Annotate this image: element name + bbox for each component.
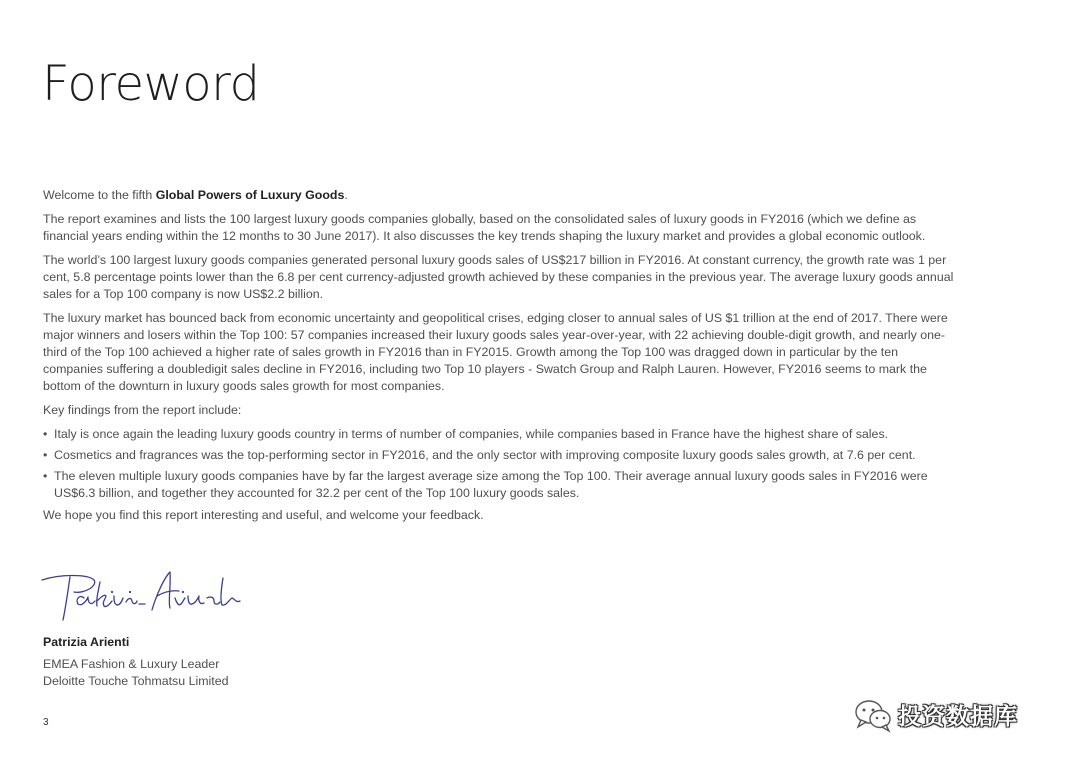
closing-paragraph: We hope you find this report interesting and useful, and welcome your feedback. xyxy=(43,508,484,522)
bullet-icon: • xyxy=(43,448,48,462)
list-item xyxy=(43,426,958,443)
paragraph-sales-summary: The world’s 100 largest luxury goods companies generated personal luxury goods sales of US$217 billion in FY2016. At constant currency, the growth rate was 1 per cent, 5.8 percentage points lower than the 6.8 per cent currency-adjusted growth achieved by these companies in the previous year. The average luxury goods annual sales for a Top 100 company is now US$2.2 billion. xyxy=(43,253,954,301)
signatory-role: EMEA Fashion & Luxury Leader xyxy=(43,657,220,671)
bullet-icon: • xyxy=(43,427,48,441)
page-number: 3 xyxy=(43,717,49,728)
page-title: Foreword xyxy=(42,56,260,112)
list-item xyxy=(43,447,958,464)
bullet-text: Italy is once again the leading luxury goods country in terms of number of companies, while companies based in France have the highest share of sales. xyxy=(54,427,889,441)
signatory-company: Deloitte Touche Tohmatsu Limited xyxy=(43,674,229,688)
handwritten-signature xyxy=(40,568,245,628)
bullet-text: Cosmetics and fragrances was the top-performing sector in FY2016, and the only sector with improving composite luxury goods sales growth, at 7.6 per cent. xyxy=(54,448,916,462)
paragraph-report-scope: The report examines and lists the 100 largest luxury goods companies globally, based on the consolidated sales of luxury goods in FY2016 (which we define as financial years ending within the 12 months to 30 June 2017). It also discusses the key trends shaping the luxury market and provides a global economic outlook. xyxy=(43,212,926,243)
key-findings-list xyxy=(43,426,958,502)
watermark-text: 投资数据库 xyxy=(898,703,1018,730)
welcome-suffix: . xyxy=(344,188,348,202)
welcome-prefix: Welcome to the fifth xyxy=(43,188,156,202)
report-name: Global Powers of Luxury Goods xyxy=(155,188,345,202)
signatory-block xyxy=(43,634,229,690)
bullet-text: The eleven multiple luxury goods companies have by far the largest average size among the Top 100. Their average annual luxury goods sales in FY2016 were US$6.3 billion, and together they accounted for 32.2 per cent of the Top 100 luxury goods sales. xyxy=(54,469,928,500)
bullet-icon: • xyxy=(43,469,48,483)
list-item xyxy=(43,468,958,502)
key-findings-intro: Key findings from the report include: xyxy=(43,403,242,417)
chat-bubble-icon xyxy=(852,693,894,735)
welcome-paragraph xyxy=(43,187,958,204)
foreword-body xyxy=(43,187,958,531)
paragraph-market-trends: The luxury market has bounced back from economic uncertainty and geopolitical crises, edging closer to annual sales of US $1 trillion at the end of 2017. There were major winners and losers within the Top 100: 57 companies increased their luxury goods sales year-over-year, with 22 achieving double-digit growth, and nearly one-third of the Top 100 achieved a higher rate of sales growth in FY2016 than in FY2015. Growth among the Top 100 was dragged down in particular by the ten companies suffering a doubledigit sales decline in FY2016, including two Top 10 players - Swatch Group and Ralph Lauren. However, FY2016 seems to mark the bottom of the downturn in luxury goods sales growth for most companies. xyxy=(43,311,948,393)
watermark xyxy=(852,693,1018,735)
signatory-name: Patrizia Arienti xyxy=(43,635,130,649)
